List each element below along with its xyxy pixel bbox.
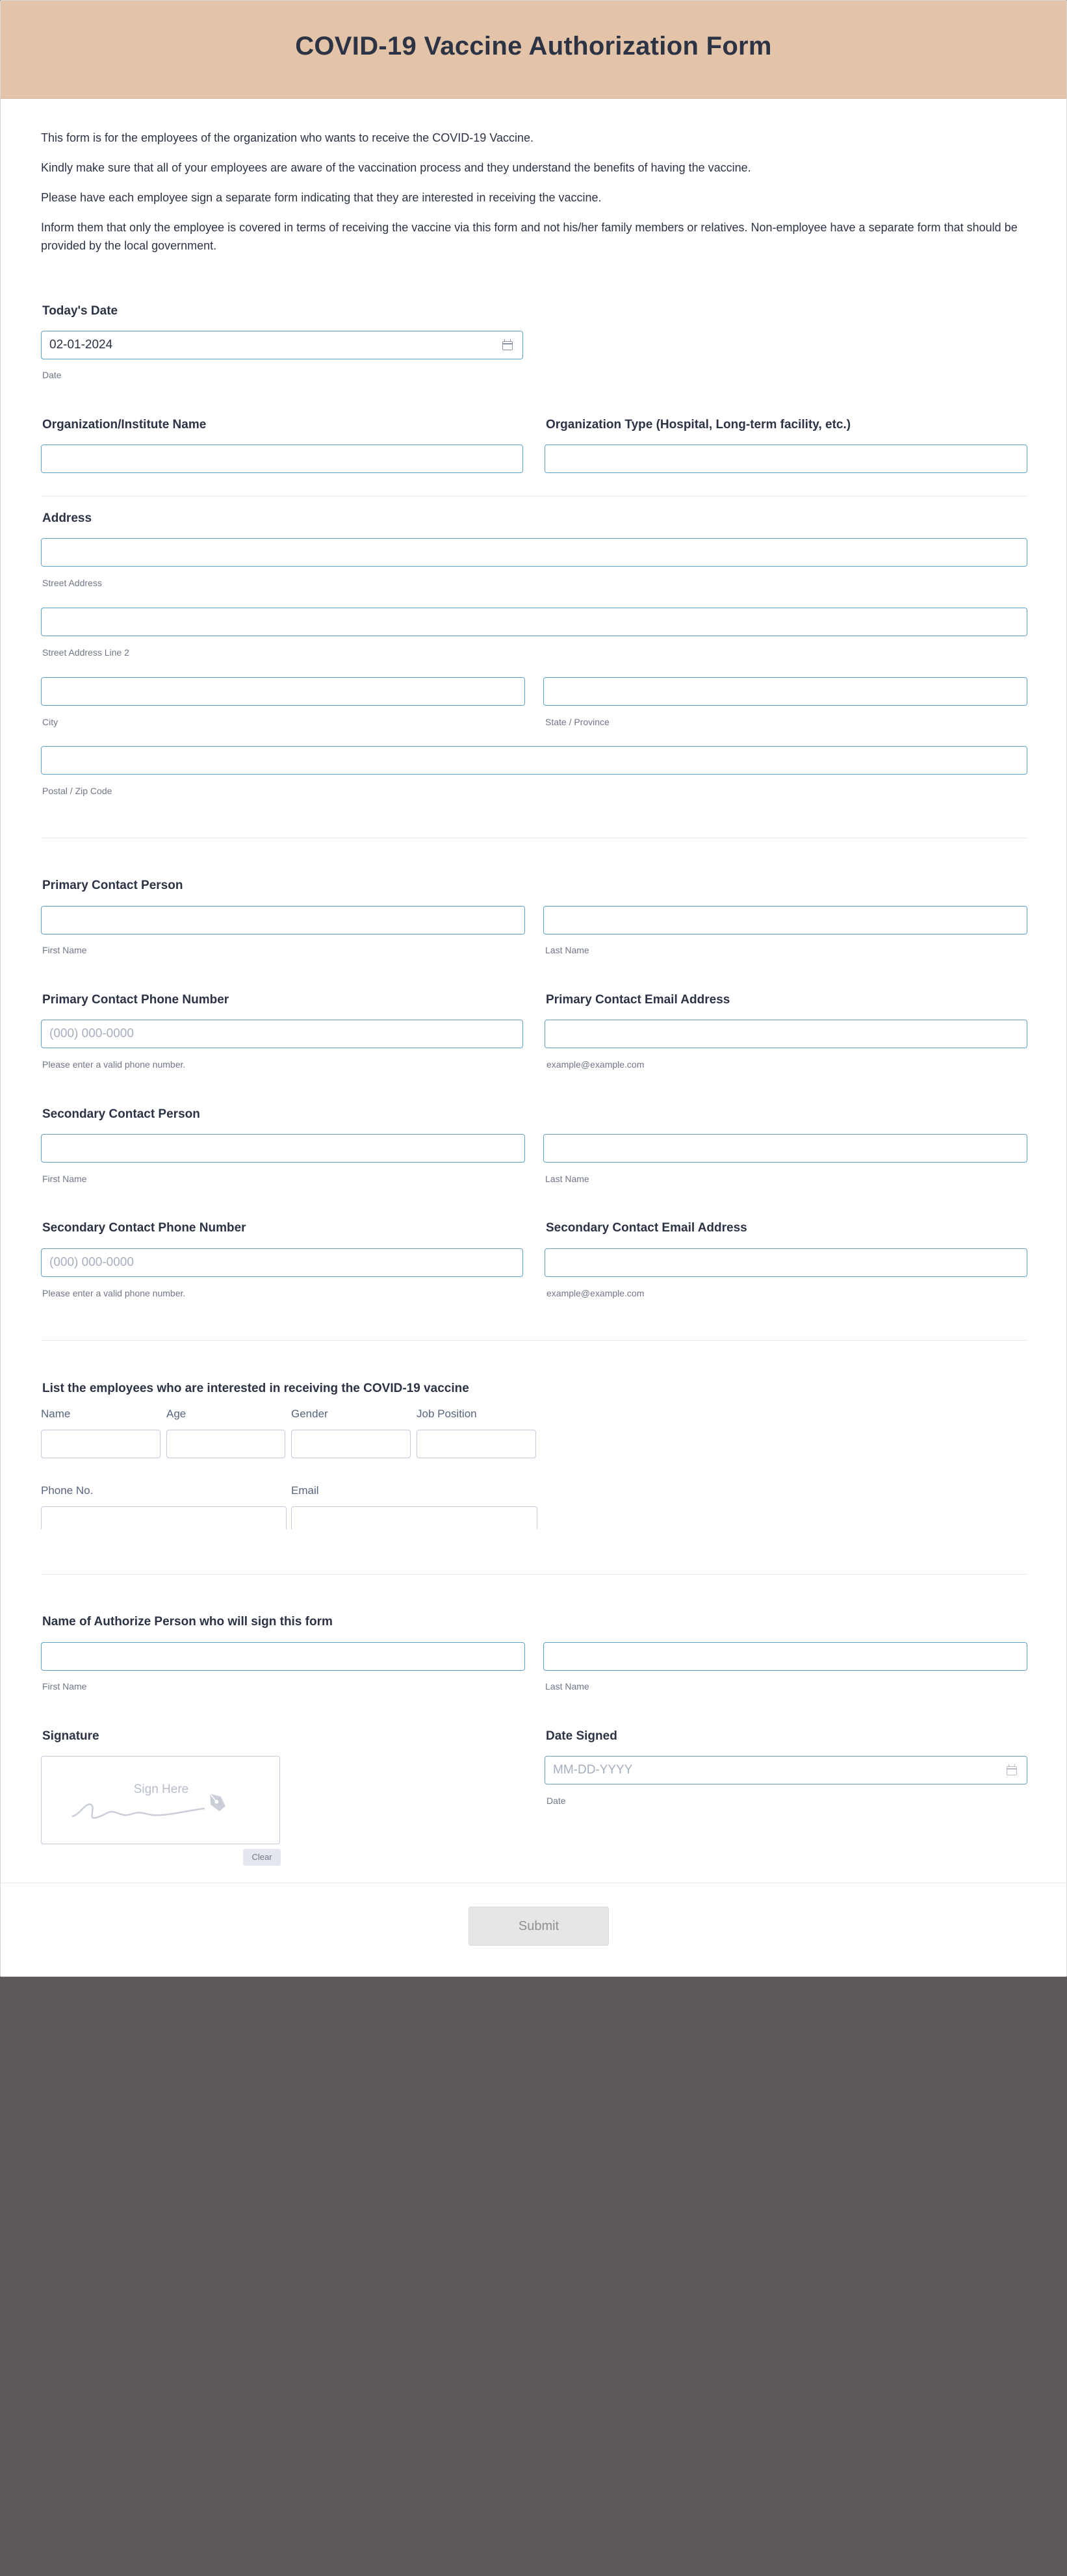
signature-placeholder: Sign Here <box>133 1783 189 1796</box>
secondary-email-input[interactable] <box>545 1248 1027 1277</box>
submit-button[interactable]: Submit <box>469 1907 609 1946</box>
employee-gender-input[interactable] <box>291 1430 411 1458</box>
primary-email-input[interactable] <box>545 1020 1027 1048</box>
authorized-person-label: Name of Authorize Person who will sign this form <box>42 1615 333 1629</box>
secondary-email-label: Secondary Contact Email Address <box>546 1221 747 1235</box>
column-header-job-position: Job Position <box>417 1408 477 1420</box>
form-header <box>1 1 1066 99</box>
authorized-first-name-sublabel: First Name <box>42 1681 87 1692</box>
state-sublabel: State / Province <box>545 717 610 727</box>
todays-date-label: Today's Date <box>42 304 118 318</box>
secondary-last-name-input[interactable] <box>543 1134 1027 1163</box>
table-clip <box>27 1529 1040 1536</box>
primary-last-name-sublabel: Last Name <box>545 945 589 955</box>
state-input[interactable] <box>543 677 1027 706</box>
date-signed-input[interactable] <box>545 1756 1027 1784</box>
calendar-icon[interactable] <box>1007 1766 1017 1775</box>
todays-date-input[interactable] <box>41 331 523 359</box>
employee-name-input[interactable] <box>41 1430 161 1458</box>
authorized-last-name-sublabel: Last Name <box>545 1681 589 1692</box>
org-type-label: Organization Type (Hospital, Long-term facility, etc.) <box>546 418 851 431</box>
form-title: COVID-19 Vaccine Authorization Form <box>295 32 772 60</box>
postal-code-input[interactable] <box>41 746 1027 775</box>
street-address-sublabel: Street Address <box>42 578 102 588</box>
intro-paragraph-3: Please have each employee sign a separate form indicating that they are interested in receiving the vaccine. <box>41 191 602 204</box>
authorized-last-name-input[interactable] <box>543 1642 1027 1671</box>
intro-paragraph-2: Kindly make sure that all of your employees are aware of the vaccination process and they understand the benefits of having the vaccine. <box>41 161 751 174</box>
secondary-phone-label: Secondary Contact Phone Number <box>42 1221 246 1235</box>
date-signed-label: Date Signed <box>546 1729 617 1743</box>
street-address-2-input[interactable] <box>41 608 1027 636</box>
employee-age-input[interactable] <box>166 1430 285 1458</box>
signature-label: Signature <box>42 1729 99 1743</box>
primary-phone-sublabel: Please enter a valid phone number. <box>42 1059 186 1070</box>
street-address-2-sublabel: Street Address Line 2 <box>42 647 129 658</box>
secondary-phone-sublabel: Please enter a valid phone number. <box>42 1288 186 1298</box>
intro-paragraph-4: Inform them that only the employee is covered in terms of receiving the vaccine via this form and not his/her family members or relatives. Non-employee have a separate form that should be provided by the local government. <box>41 221 1018 252</box>
secondary-phone-input[interactable] <box>41 1248 523 1277</box>
secondary-first-name-sublabel: First Name <box>42 1174 87 1184</box>
column-header-email: Email <box>291 1484 319 1497</box>
primary-phone-label: Primary Contact Phone Number <box>42 993 229 1007</box>
street-address-input[interactable] <box>41 538 1027 567</box>
primary-email-label: Primary Contact Email Address <box>546 993 730 1007</box>
secondary-first-name-input[interactable] <box>41 1134 525 1163</box>
city-sublabel: City <box>42 717 58 727</box>
primary-phone-input[interactable] <box>41 1020 523 1048</box>
city-input[interactable] <box>41 677 525 706</box>
column-header-name: Name <box>41 1408 71 1420</box>
employee-job-position-input[interactable] <box>417 1430 536 1458</box>
divider <box>41 1574 1027 1575</box>
primary-first-name-input[interactable] <box>41 906 525 934</box>
primary-email-sublabel: example@example.com <box>546 1059 645 1070</box>
secondary-contact-label: Secondary Contact Person <box>42 1107 200 1121</box>
primary-contact-label: Primary Contact Person <box>42 879 183 892</box>
secondary-email-sublabel: example@example.com <box>546 1288 645 1298</box>
postal-code-sublabel: Postal / Zip Code <box>42 786 112 796</box>
primary-first-name-sublabel: First Name <box>42 945 87 955</box>
signature-pad[interactable] <box>41 1756 280 1844</box>
address-label: Address <box>42 511 92 525</box>
clear-signature-button[interactable]: Clear <box>243 1849 281 1866</box>
column-header-age: Age <box>166 1408 186 1420</box>
secondary-last-name-sublabel: Last Name <box>545 1174 589 1184</box>
column-header-gender: Gender <box>291 1408 328 1420</box>
todays-date-sublabel: Date <box>42 370 62 380</box>
employee-phone-input[interactable] <box>41 1506 287 1530</box>
date-signed-sublabel: Date <box>546 1796 566 1806</box>
intro-paragraph-1: This form is for the employees of the organization who wants to receive the COVID-19 Vaccine. <box>41 131 534 144</box>
employee-email-input[interactable] <box>291 1506 537 1530</box>
signature-scribble-icon <box>68 1783 250 1828</box>
org-type-input[interactable] <box>545 444 1027 473</box>
primary-last-name-input[interactable] <box>543 906 1027 934</box>
employees-label: List the employees who are interested in receiving the COVID-19 vaccine <box>42 1382 469 1395</box>
org-name-input[interactable] <box>41 444 523 473</box>
authorized-first-name-input[interactable] <box>41 1642 525 1671</box>
column-header-phone: Phone No. <box>41 1484 94 1497</box>
org-name-label: Organization/Institute Name <box>42 418 207 431</box>
divider <box>41 1340 1027 1341</box>
calendar-icon[interactable] <box>502 341 513 350</box>
